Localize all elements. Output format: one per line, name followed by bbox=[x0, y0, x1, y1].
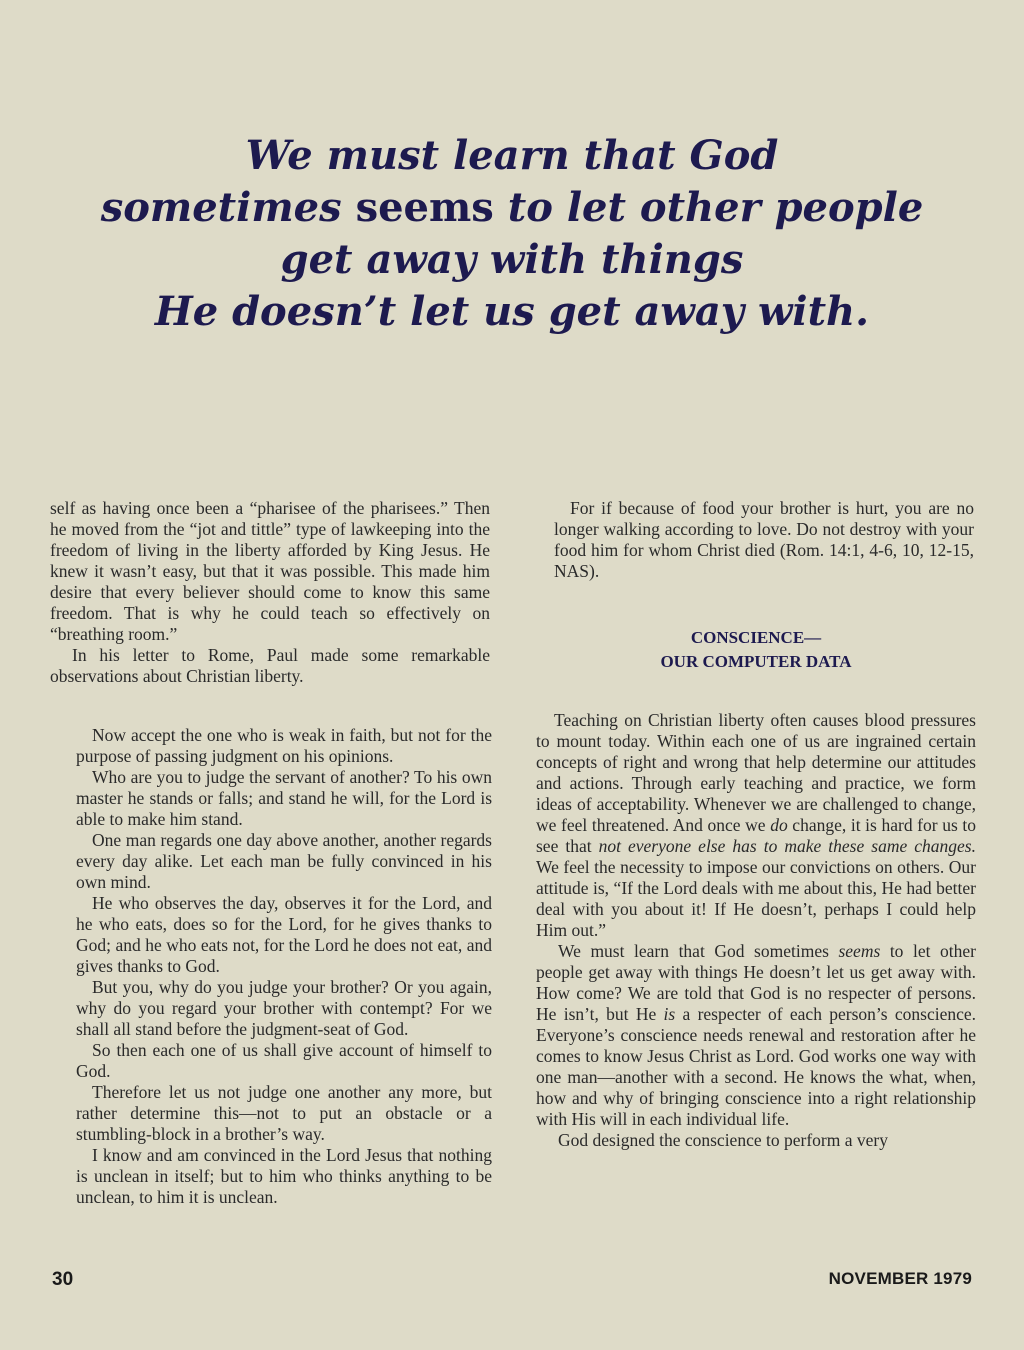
scripture-verse: Who are you to judge the servant of another? To his own master he stands or falls; and stand he will, for the Lord is able to make him stand. bbox=[76, 767, 492, 829]
body-paragraph: self as having once been a “pharisee of the pharisees.” Then he moved from the “jot and tittle” type of lawkeeping into the freedom of living in the liberty afforded by King Jesus. He knew it wasn’t easy, but that it was possible. This made him desire that every believer should come to know this same freedom. That is why he could teach so effectively on “breathing room.” bbox=[50, 498, 490, 644]
scripture-verse: One man regards one day above another, another regards every day alike. Let each man be fully convinced in his own mind. bbox=[76, 830, 492, 892]
section-heading bbox=[536, 626, 976, 674]
scripture-verse: So then each one of us shall give account of himself to God. bbox=[76, 1040, 492, 1081]
body-paragraph: Teaching on Christian liberty often causes blood pressures to mount today. Within each one of us are ingrained certain concepts of right and wrong that help determine our attitudes and actions. Through early teaching and practice, we form ideas of acceptability. Whenever we are challenged to change, we feel threatened. And once we do change, it is hard for us to see that not everyone else has to make these same changes. We feel the necessity to impose our convictions on others. Our attitude is, “If the Lord deals with me about this, He had better deal with you about it! If He doesn’t, perhaps I could help Him out.” bbox=[536, 710, 976, 940]
scripture-quotation-end bbox=[554, 498, 974, 582]
scripture-verse: For if because of food your brother is hurt, you are no longer walking according to love. Do not destroy with your food him for whom Christ died (Rom. 14:1, 4-6, 10, 12-15, NAS). bbox=[554, 498, 974, 581]
scripture-verse: But you, why do you judge your brother? Or you again, why do you regard your brother with contempt? For we shall all stand before the judgment-seat of God. bbox=[76, 977, 492, 1039]
scripture-verse: Now accept the one who is weak in faith, but not for the purpose of passing judgment on his opinions. bbox=[76, 725, 492, 766]
pull-quote-line-4: He doesn’t let us get away with. bbox=[154, 288, 870, 335]
body-paragraph: God designed the conscience to perform a very bbox=[558, 1130, 888, 1150]
page-number: 30 bbox=[52, 1269, 74, 1290]
scripture-verse: I know and am convinced in the Lord Jesus that nothing is unclean in itself; but to him who thinks anything to be unclean, to him it is unclean. bbox=[76, 1145, 492, 1207]
pull-quote-line-3: get away with things bbox=[280, 236, 744, 283]
section-heading-line-1: CONSCIENCE— bbox=[690, 628, 822, 647]
pull-quote-line-1: We must learn that God bbox=[245, 132, 779, 179]
body-paragraph: In his letter to Rome, Paul made some remarkable observations about Christian liberty. bbox=[50, 645, 490, 686]
scripture-quotation bbox=[76, 725, 492, 1208]
issue-date: NOVEMBER 1979 bbox=[828, 1269, 972, 1288]
section-heading-line-2: OUR COMPUTER DATA bbox=[660, 652, 852, 671]
scripture-verse: He who observes the day, observes it for the Lord, and he who eats, does so for the Lord, for he gives thanks to God; and he who eats not, for the Lord he does not eat, and gives thanks to God. bbox=[76, 893, 492, 976]
scripture-verse: Therefore let us not judge one another any more, but rather determine this—not to put an obstacle or a stumbling-block in a brother’s way. bbox=[76, 1082, 492, 1144]
left-column bbox=[50, 498, 490, 1208]
body-paragraph: We must learn that God sometimes seems to let other people get away with things He doesn’t let us get away with. How come? We are told that God is no respecter of persons. He isn’t, but He is a respecter of each person’s conscience. Everyone’s conscience needs renewal and restoration after he comes to know Jesus Christ as Lord. God works one way with one man—another with a second. He knows the what, when, how and why of bringing conscience into a right relationship with His will in each individual life. bbox=[536, 941, 976, 1129]
pull-quote bbox=[0, 130, 1024, 338]
pull-quote-line-2: sometimes seems to let other people bbox=[100, 184, 924, 231]
right-column bbox=[536, 498, 976, 1151]
section-body bbox=[536, 710, 976, 1151]
